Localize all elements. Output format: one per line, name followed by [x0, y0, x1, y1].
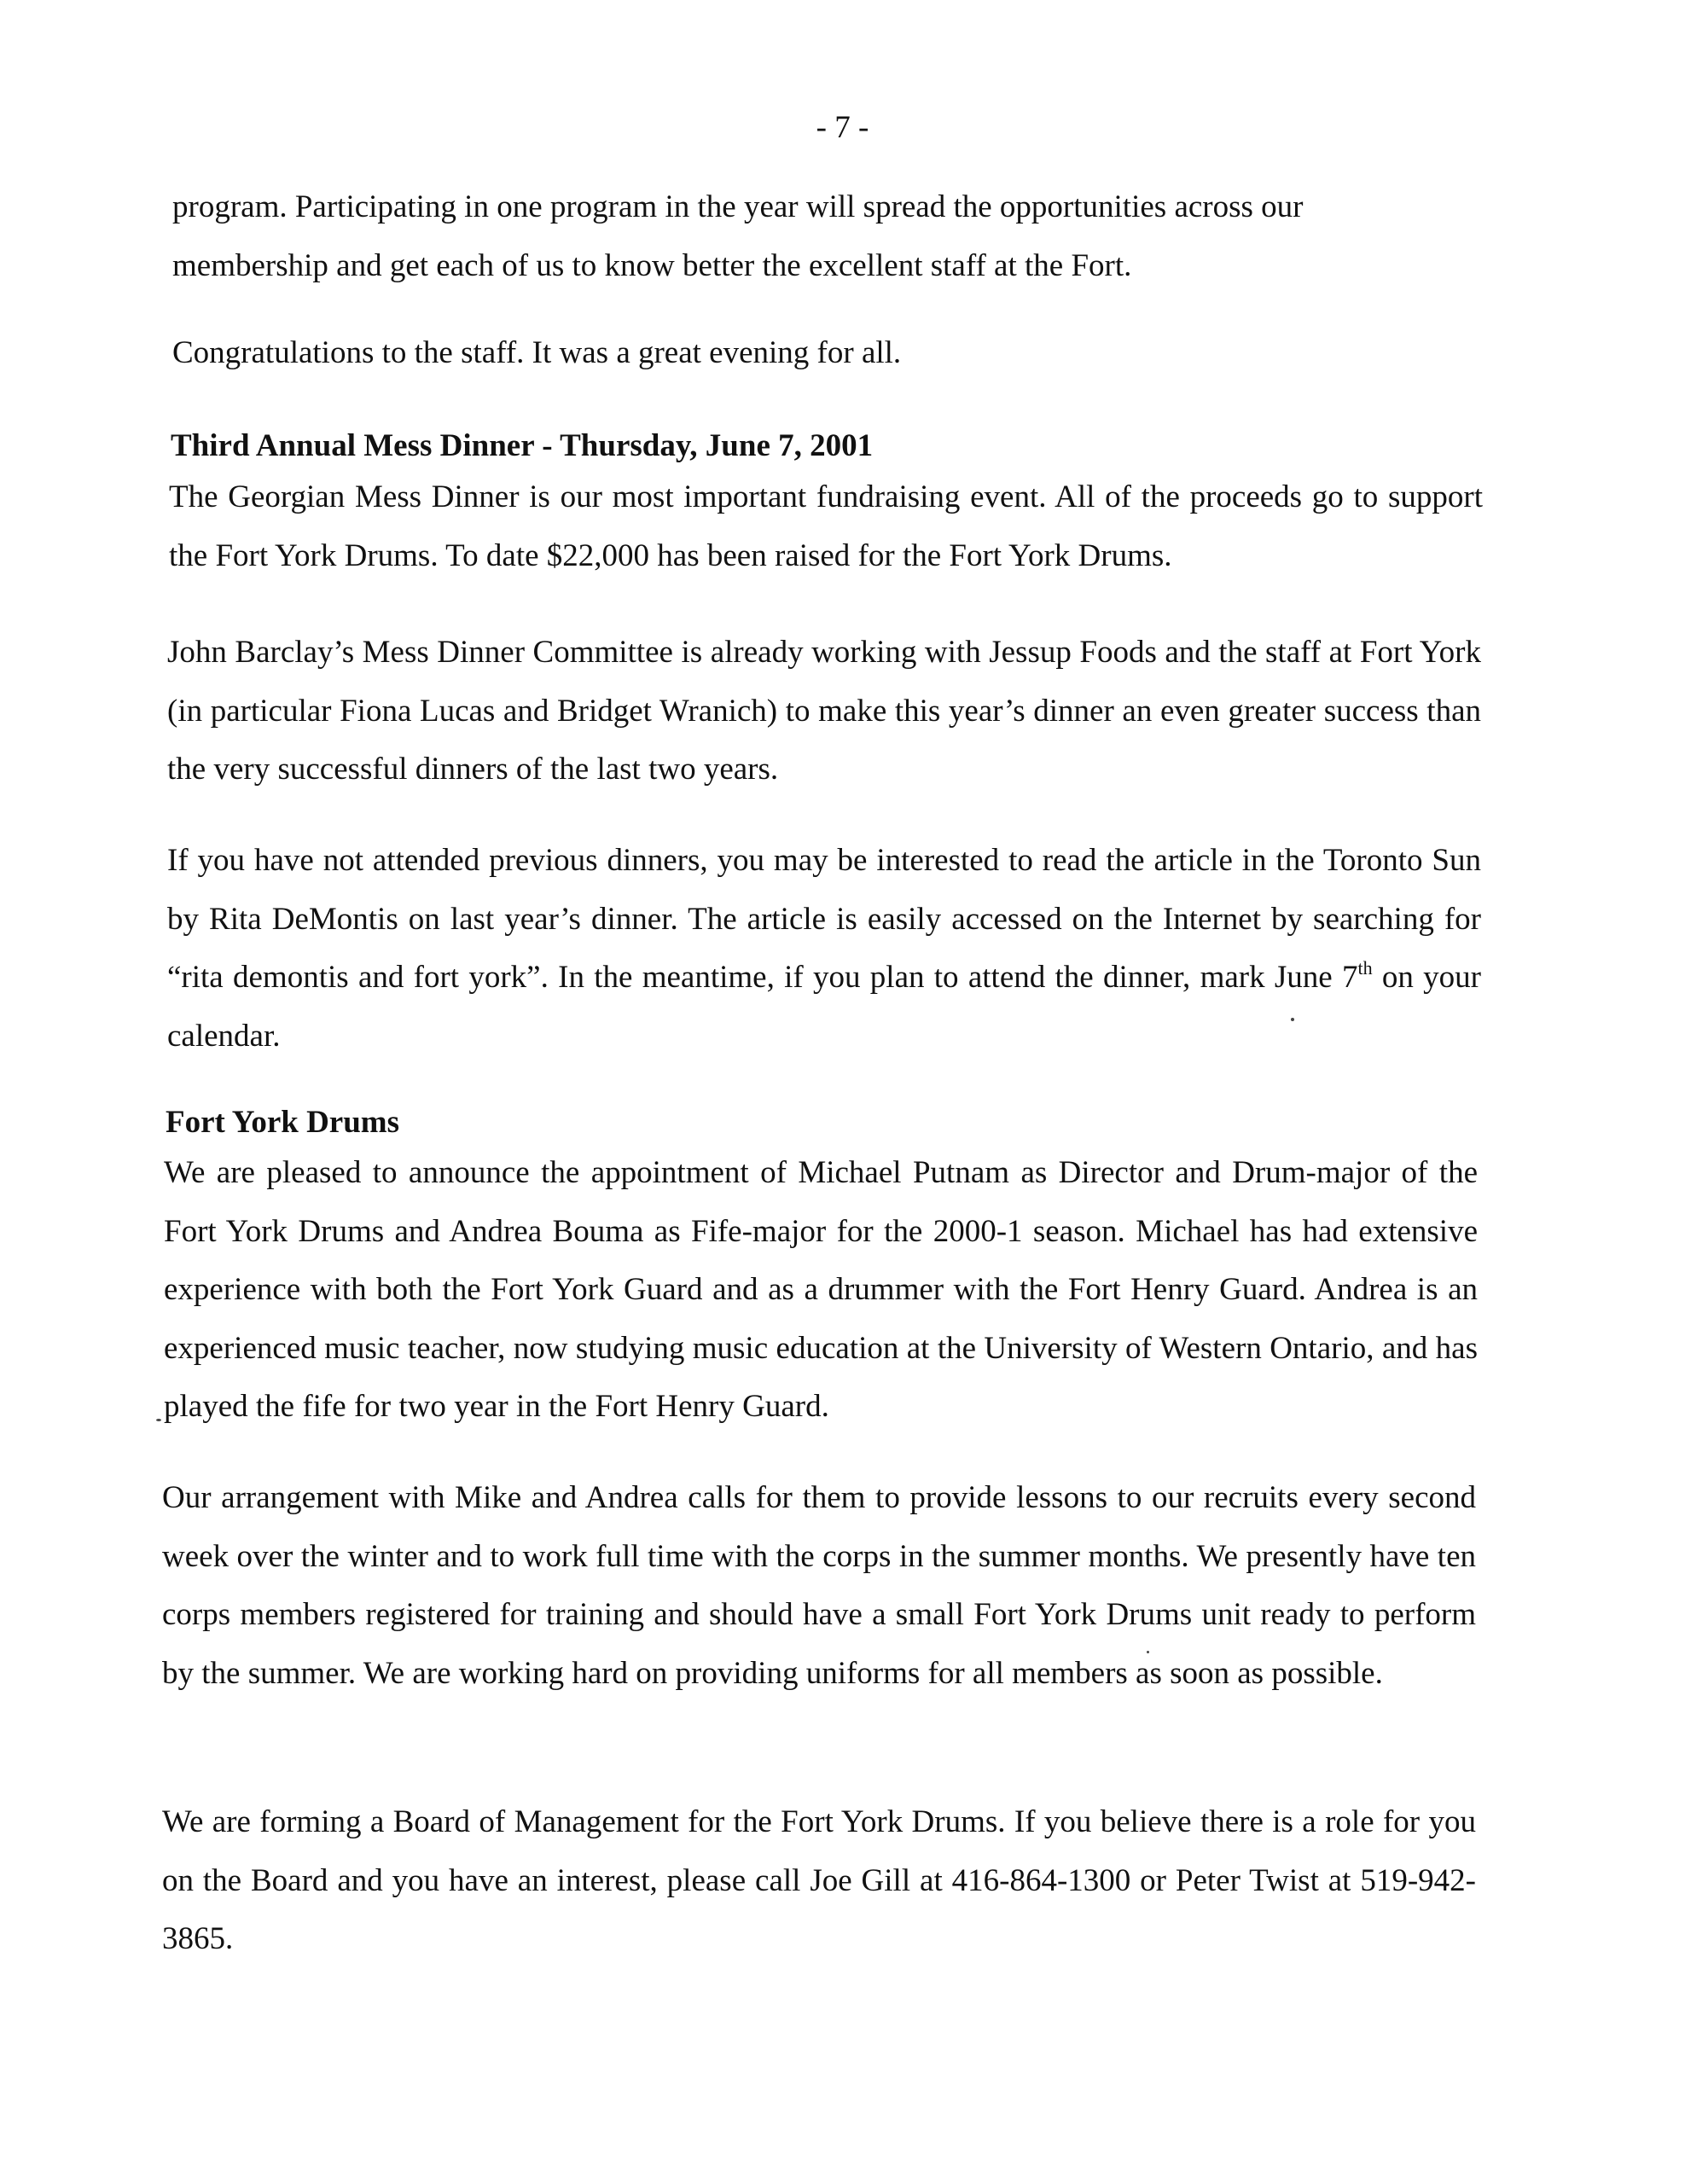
- paragraph-mess-dinner-committee: John Barclay’s Mess Dinner Committee is already working with Jessup Foods and the staff at Fort York (in particular Fiona Lucas and Bridget Wranich) to make this year’s dinner an even greater success than the very successful dinners of the last two years.: [167, 635, 1481, 787]
- paragraph-article-end: on your calendar.: [167, 960, 1481, 1054]
- paragraph-program-line1: program. Participating in one program in the year will spread the opportunities across our: [172, 189, 1304, 224]
- paragraph-mess-dinner-fundraising: The Georgian Mess Dinner is our most important fundraising event. All of the proceeds go to support the Fort York Drums. To date $22,000 has been raised for the Fort York Drums.: [169, 479, 1483, 573]
- ordinal-suffix: th: [1357, 956, 1373, 979]
- heading-fort-york-drums: Fort York Drums: [166, 1105, 400, 1140]
- paragraph-drum-major-appointment: We are pleased to announce the appointment of Michael Putnam as Director and Drum-major of the Fort York Drums and Andrea Bouma as Fife-major for the 2000-1 season. Michael has had extensive experience with both the Fort York Guard and as a drummer with the Fort Henry Guard. Andrea is an experienced music teacher, now studying music education at the University of Western Ontario, and has played the fife for two year in the Fort Henry Guard.: [164, 1155, 1478, 1424]
- paragraph-congratulations: Congratulations to the staff. It was a great evening for all.: [172, 335, 902, 370]
- paragraph-board-of-management: We are forming a Board of Management for the Fort York Drums. If you believe there is a role for you on the Board and you have an interest, please call Joe Gill at 416-864-1300 or Peter Twist at 519-942-3865.: [162, 1804, 1476, 1956]
- paragraph-toronto-sun-article: [167, 832, 1481, 1066]
- page-number: - 7 -: [816, 110, 869, 145]
- scan-speck: [156, 1419, 161, 1421]
- paragraph-program-line2: membership and get each of us to know better the excellent staff at the Fort.: [172, 247, 1132, 283]
- paragraph-program-continuation: [172, 178, 1486, 295]
- paragraph-article-text: If you have not attended previous dinners, you may be interested to read the article in the Toronto Sun by Rita DeMontis on last year’s dinner. The article is easily accessed on the Internet by searching for “rita demontis and fort york”. In the meantime, if you plan to attend the dinner, mark June 7: [167, 843, 1481, 995]
- scan-speck: [1147, 1651, 1149, 1653]
- paragraph-lessons-arrangement: Our arrangement with Mike and Andrea calls for them to provide lessons to our recruits every second week over the winter and to work full time with the corps in the summer months. We presently have ten corps members registered for training and should have a small Fort York Drums unit ready to perform by the summer. We are working hard on providing uniforms for all members as soon as possible.: [162, 1480, 1476, 1691]
- heading-mess-dinner: Third Annual Mess Dinner - Thursday, June 7, 2001: [171, 428, 874, 463]
- scan-speck: [1291, 1018, 1294, 1021]
